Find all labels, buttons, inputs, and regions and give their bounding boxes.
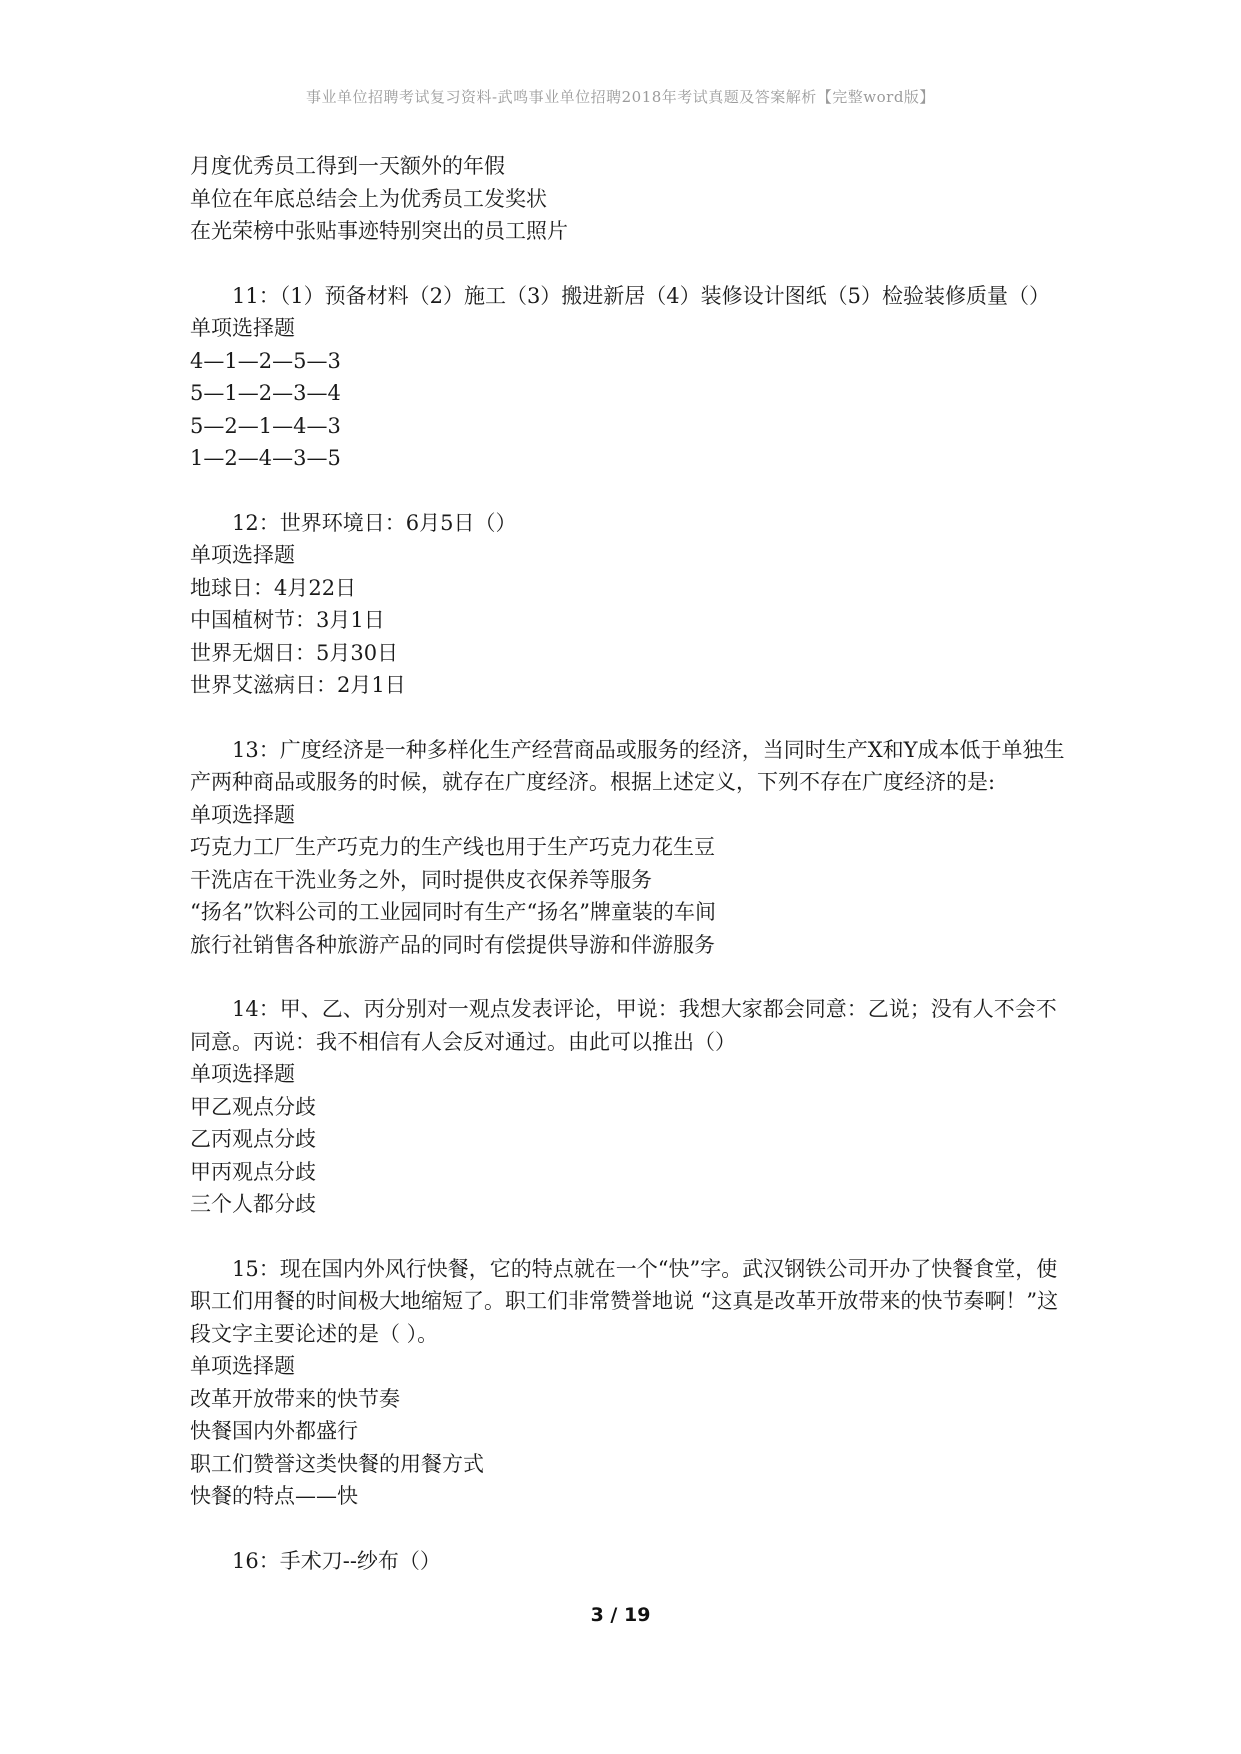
option-text: 三个人都分歧: [190, 1192, 316, 1216]
question-type: 单项选择题: [190, 802, 295, 827]
option-text: 在光荣榜中张贴事迹特别突出的员工照片: [190, 219, 568, 243]
question-11: [190, 280, 1070, 475]
option-text: 甲乙观点分歧: [190, 1094, 316, 1119]
question-15: [190, 1253, 1070, 1513]
question-14: [190, 993, 1070, 1221]
option-text: 快餐的特点——快: [190, 1484, 358, 1508]
option-text: 5—2—1—4—3: [190, 413, 341, 438]
option-text: 世界艾滋病日：2月1日: [190, 673, 406, 697]
question-type: 单项选择题: [190, 316, 295, 340]
question-stem: 15：现在国内外风行快餐，它的特点就在一个“快”字。武汉钢铁公司开办了快餐食堂，使职工们用餐的时间极大地缩短了。职工们非常赞誉地说 “这真是改革开放带来的快节奏啊！”这段文字主要论述的是（ ）。: [190, 1256, 1059, 1346]
question-stem: 12：世界环境日：6月5日（）: [232, 510, 517, 535]
option-text: 职工们赞誉这类快餐的用餐方式: [190, 1451, 484, 1476]
page-indicator: 3 / 19: [590, 1604, 651, 1626]
question-stem: 11：（1）预备材料（2）施工（3）搬进新居（4）装修设计图纸（5）检验装修质量（）: [232, 283, 1051, 308]
question-13: [190, 734, 1070, 962]
document-body: [190, 150, 1070, 1577]
option-text: 4—1—2—5—3: [190, 348, 341, 373]
question-12: [190, 507, 1070, 702]
option-text: 快餐国内外都盛行: [190, 1419, 358, 1443]
question-16: [190, 1545, 1070, 1578]
option-text: 巧克力工厂生产巧克力的生产线也用于生产巧克力花生豆: [190, 835, 715, 859]
option-text: 5—1—2—3—4: [190, 381, 341, 405]
option-text: 中国植树节：3月1日: [190, 608, 385, 632]
intro-options: [190, 150, 1070, 248]
option-text: 地球日：4月22日: [190, 575, 357, 600]
document-header: 事业单位招聘考试复习资料-武鸣事业单位招聘2018年考试真题及答案解析【完整word版】: [306, 88, 935, 106]
question-type: 单项选择题: [190, 1062, 295, 1086]
option-text: 乙丙观点分歧: [190, 1127, 316, 1151]
option-text: 月度优秀员工得到一天额外的年假: [190, 154, 505, 178]
question-stem: 16：手术刀--纱布（）: [232, 1548, 441, 1573]
option-text: “扬名”饮料公司的工业园同时有生产“扬名”牌童装的车间: [190, 900, 716, 924]
option-text: 单位在年底总结会上为优秀员工发奖状: [190, 186, 547, 211]
question-type: 单项选择题: [190, 1354, 295, 1378]
option-text: 干洗店在干洗业务之外，同时提供皮衣保养等服务: [190, 867, 652, 892]
question-stem: 14：甲、乙、丙分别对一观点发表评论，甲说：我想大家都会同意：乙说；没有人不会不同意。丙说：我不相信有人会反对通过。由此可以推出（）: [190, 997, 1057, 1054]
option-text: 旅行社销售各种旅游产品的同时有偿提供导游和伴游服务: [190, 932, 715, 957]
option-text: 世界无烟日：5月30日: [190, 640, 399, 665]
question-stem: 13：广度经济是一种多样化生产经营商品或服务的经济，当同时生产X和Y成本低于单独生产两种商品或服务的时候，就存在广度经济。根据上述定义，下列不存在广度经济的是:: [190, 737, 1065, 794]
option-text: 改革开放带来的快节奏: [190, 1386, 400, 1411]
option-text: 1—2—4—3—5: [190, 446, 341, 470]
question-type: 单项选择题: [190, 543, 295, 567]
option-text: 甲丙观点分歧: [190, 1159, 316, 1184]
